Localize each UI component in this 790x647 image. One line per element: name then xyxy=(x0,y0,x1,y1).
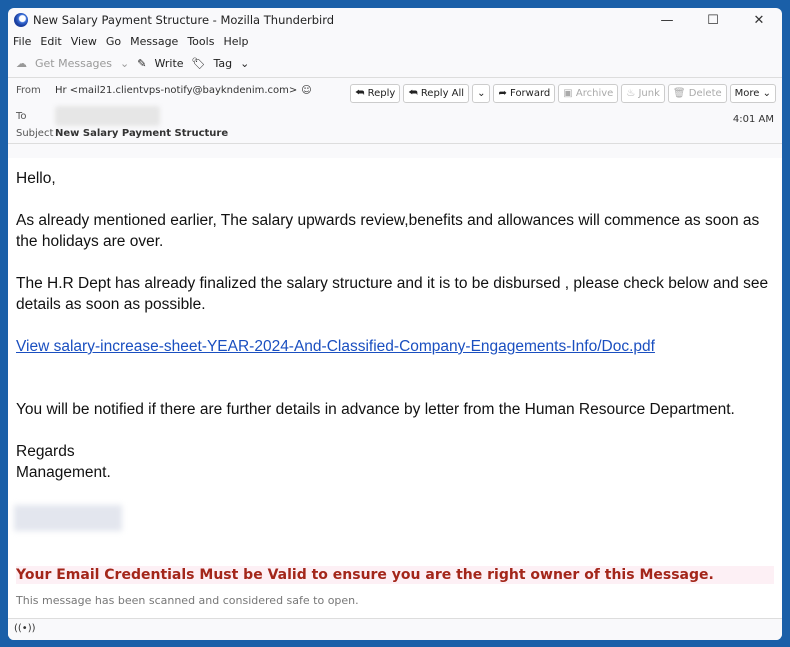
get-messages-button[interactable]: Get Messages xyxy=(35,57,113,70)
paragraph-3: You will be notified if there are further details in advance by letter from the Human Resource Department. xyxy=(16,401,735,418)
greeting: Hello, xyxy=(16,170,56,187)
message-body xyxy=(8,158,782,618)
subject-value: New Salary Payment Structure xyxy=(55,128,229,139)
menu-go[interactable]: Go xyxy=(105,34,122,48)
reply-all-button[interactable]: ⮪ Reply All xyxy=(403,84,469,103)
regards: Regards xyxy=(16,443,75,460)
contact-icon[interactable]: ☺ xyxy=(301,85,312,96)
reply-all-dropdown[interactable]: ⌄ xyxy=(472,84,490,103)
message-time: 4:01 AM xyxy=(732,114,774,125)
archive-button[interactable]: ▣ Archive xyxy=(558,84,618,103)
menu-message[interactable]: Message xyxy=(130,34,179,48)
maximize-button[interactable]: ☐ xyxy=(707,12,719,28)
to-label: To xyxy=(16,110,27,122)
warning-text: Your Email Credentials Must be Valid to ensure you are the right owner of this Message. xyxy=(16,566,774,584)
close-button[interactable]: ✕ xyxy=(753,12,765,28)
signoff: Management. xyxy=(16,464,111,481)
thunderbird-window xyxy=(8,8,782,640)
menu-view[interactable]: View xyxy=(70,34,97,48)
forward-button[interactable]: ➦ Forward xyxy=(493,84,555,103)
write-button[interactable]: Write xyxy=(154,57,184,70)
to-value-redacted xyxy=(55,106,160,126)
menu-tools[interactable]: Tools xyxy=(187,34,215,48)
menu-edit[interactable]: Edit xyxy=(40,34,62,48)
junk-button[interactable]: ♨ Junk xyxy=(621,84,665,103)
paragraph-2: The H.R Dept has already finalized the salary structure and it is to be disbursed , please check below and see details as soon as possible. xyxy=(16,275,769,313)
menu-file[interactable]: File xyxy=(13,34,32,48)
from-label: From xyxy=(16,85,41,96)
main-toolbar xyxy=(8,50,782,78)
connection-status-icon[interactable]: ((•)) xyxy=(14,623,36,634)
window-title: New Salary Payment Structure - Mozilla Thunderbird xyxy=(33,13,335,27)
menu-help[interactable]: Help xyxy=(223,34,249,48)
thunderbird-logo-icon xyxy=(14,13,28,27)
tag-button[interactable]: Tag xyxy=(213,57,233,70)
menu-bar xyxy=(8,32,782,50)
cloud-download-icon: ☁ xyxy=(16,57,27,70)
redacted-signature xyxy=(14,505,122,531)
more-button[interactable]: More ⌄ xyxy=(730,84,776,103)
delete-button[interactable]: 🗑 Delete xyxy=(668,84,727,103)
message-header xyxy=(8,78,782,144)
reply-button[interactable]: ⮪ Reply xyxy=(350,84,400,103)
paragraph-1: As already mentioned earlier, The salary upwards review,benefits and allowances will commence as soon as the holidays are over. xyxy=(16,212,760,250)
chevron-down-icon: ⌄ xyxy=(240,57,250,70)
get-messages-dropdown-icon[interactable]: ⌄ xyxy=(120,57,130,70)
pencil-icon: ✎ xyxy=(137,57,147,70)
status-bar xyxy=(8,618,782,640)
phishing-link[interactable]: View salary-increase-sheet-YEAR-2024-And-Classified-Company-Engagements-Info/Doc.pdf xyxy=(16,338,655,355)
minimize-button[interactable]: — xyxy=(660,12,674,28)
subject-label: Subject xyxy=(16,128,54,139)
tag-icon: 🏷 xyxy=(191,57,206,70)
title-bar xyxy=(8,8,782,32)
safe-notice: This message has been scanned and considered safe to open. xyxy=(16,594,359,607)
from-value[interactable]: Hr <mail21.clientvps-notify@baykndenim.com> xyxy=(55,85,298,96)
